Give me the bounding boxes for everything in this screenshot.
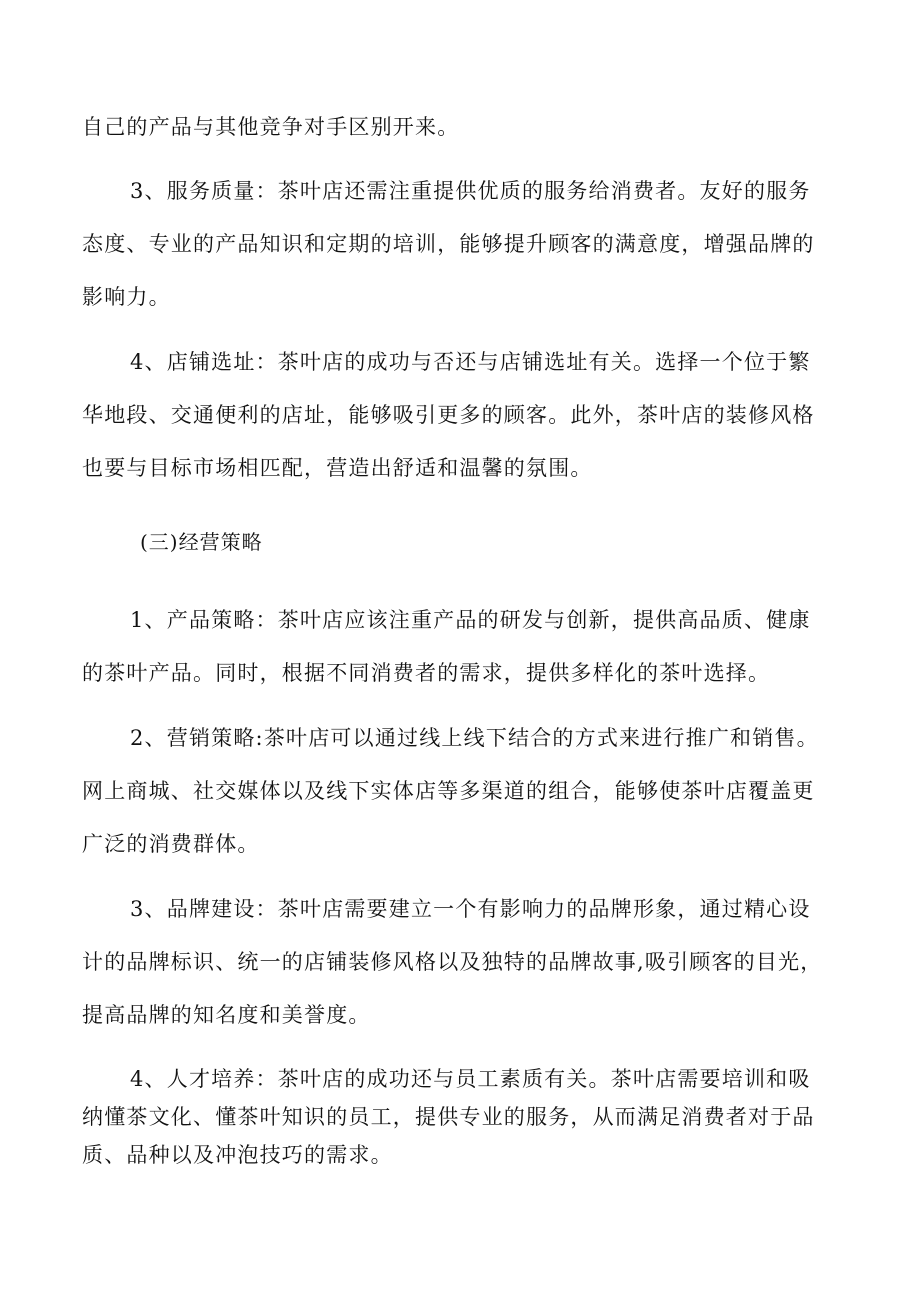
- paragraph-line: 2、营销策略:茶叶店可以通过线上线下结合的方式来进行推广和销售。: [130, 726, 819, 750]
- paragraph-line: 3、品牌建设：茶叶店需要建立一个有影响力的品牌形象，通过精心设: [130, 897, 811, 921]
- paragraph-line: 也要与目标市场相匹配，营造出舒适和温馨的氛围。: [82, 456, 593, 480]
- paragraph-line: 纳懂茶文化、懂茶叶知识的员工，提供专业的服务，从而满足消费者对于品: [82, 1105, 815, 1129]
- section-heading: (三)经营策略: [140, 530, 263, 554]
- paragraph-line: 广泛的消费群体。: [82, 832, 260, 856]
- paragraph-line: 3、服务质量：茶叶店还需注重提供优质的服务给消费者。友好的服务: [130, 179, 811, 203]
- paragraph-line: 网上商城、社交媒体以及线下实体店等多渠道的组合，能够使茶叶店覆盖更: [82, 779, 815, 803]
- paragraph-line: 提高品牌的知名度和美誉度。: [82, 1003, 371, 1027]
- paragraph-line: 的茶叶产品。同时，根据不同消费者的需求，提供多样化的茶叶选择。: [82, 661, 771, 685]
- paragraph-line: 态度、专业的产品知识和定期的培训，能够提升顾客的满意度，增强品牌的: [82, 232, 815, 256]
- paragraph-line: 华地段、交通便利的店址，能够吸引更多的顾客。此外，茶叶店的装修风格: [82, 403, 815, 427]
- paragraph-line: 4、人才培养：茶叶店的成功还与员工素质有关。茶叶店需要培训和吸: [130, 1067, 811, 1091]
- paragraph-line: 计的品牌标识、统一的店铺装修风格以及独特的品牌故事,吸引顾客的目光，: [82, 950, 823, 974]
- paragraph-line: 自己的产品与其他竞争对手区别开来。: [82, 115, 460, 139]
- paragraph-line: 1、产品策略：茶叶店应该注重产品的研发与创新，提供高品质、健康: [130, 608, 811, 632]
- paragraph-line: 4、店铺选址：茶叶店的成功与否还与店铺选址有关。选择一个位于繁: [130, 350, 811, 374]
- paragraph-line: 质、品种以及冲泡技巧的需求。: [82, 1143, 393, 1167]
- paragraph-line: 影响力。: [82, 285, 171, 309]
